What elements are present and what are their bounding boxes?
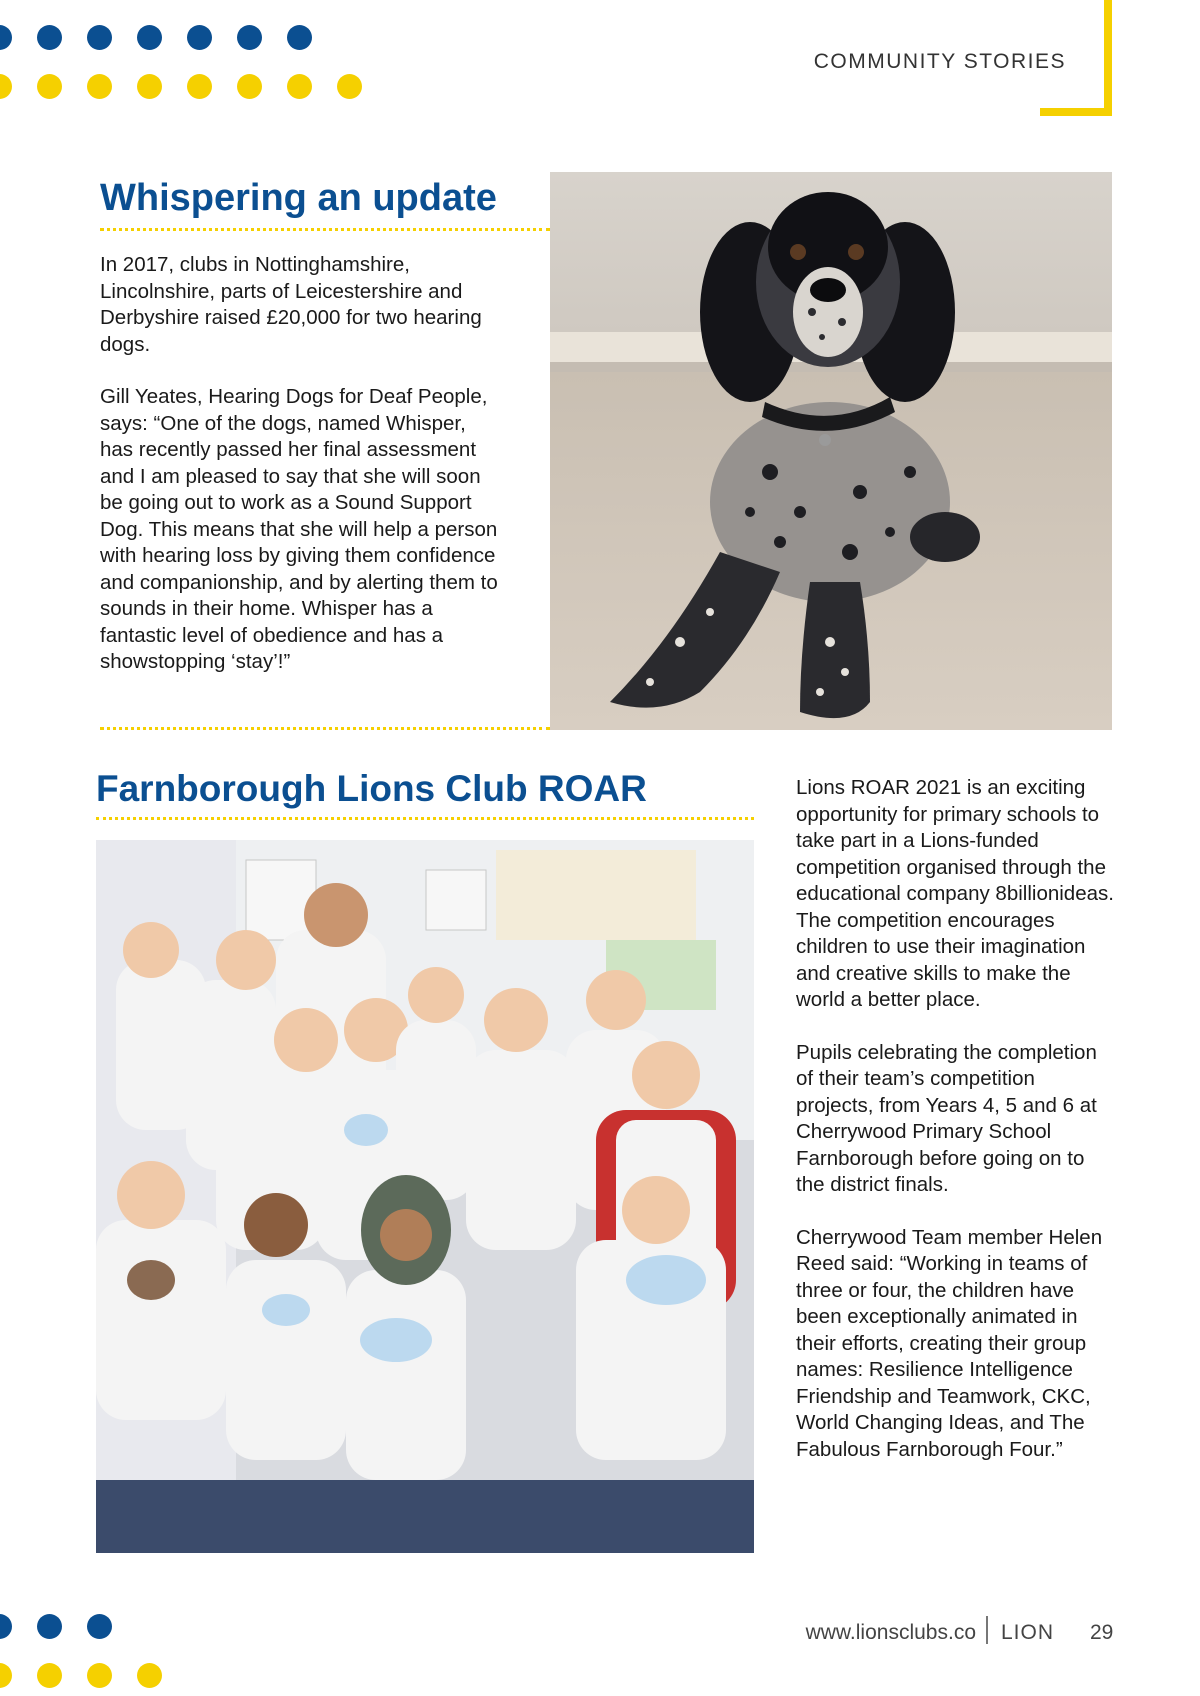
dot xyxy=(137,25,162,50)
article2-title: Farnborough Lions Club ROAR xyxy=(96,768,647,809)
dot xyxy=(37,1663,62,1688)
dot xyxy=(87,74,112,99)
dot xyxy=(87,25,112,50)
article1-paragraph: In 2017, clubs in Nottinghamshire, Lincolnshire, parts of Leicestershire and Derbyshire raised £20,000 for two hearing dogs. xyxy=(100,253,482,356)
article2-paragraph: Pupils celebrating the completion of their team’s competition projects, from Years 4, 5 and 6 at Cherrywood Primary School Farnborough before going on to the district finals. xyxy=(796,1040,1097,1196)
article1-paragraph: Gill Yeates, Hearing Dogs for Deaf People, says: “One of the dogs, named Whisper, has recently passed her final assessment and I am pleased to say that she will soon be going out to work as a Sound Support Dog. This means that she will help a person with hearing loss by giving them confidence and companionship, and by alerting them to sounds in their home. Whisper has a fantastic level of obedience and has a showstopping ‘stay’!” xyxy=(100,385,498,673)
bottom-blue-dots xyxy=(0,1614,112,1639)
spaniel-illustration xyxy=(550,172,1112,730)
dot xyxy=(87,1614,112,1639)
pupils-photo xyxy=(96,840,754,1553)
article1-body xyxy=(100,252,500,702)
article2-paragraph: Cherrywood Team member Helen Reed said: “Working in teams of three or four, the children have been exceptionally animated in their efforts, creating their group names: Resilience Intelligence Friendship and Teamwork, CKC, World Changing Ideas, and The Fabulous Farnborough Four.” xyxy=(796,1225,1103,1461)
top-blue-dots xyxy=(0,25,312,50)
dot xyxy=(237,25,262,50)
dot xyxy=(37,25,62,50)
article2-title-rule xyxy=(96,817,754,820)
dot xyxy=(0,1614,12,1639)
dot xyxy=(137,74,162,99)
dot xyxy=(287,74,312,99)
bottom-yellow-dots xyxy=(0,1663,162,1688)
footer-divider xyxy=(986,1616,988,1644)
article1-title: Whispering an update xyxy=(100,177,497,219)
dot xyxy=(237,74,262,99)
dot xyxy=(337,74,362,99)
footer-magazine-name: LION xyxy=(1001,1621,1055,1644)
dot xyxy=(137,1663,162,1688)
dot xyxy=(287,25,312,50)
pupils-illustration xyxy=(96,840,754,1553)
article2-body xyxy=(796,775,1118,1489)
article1-title-rule xyxy=(100,228,550,231)
footer-url: www.lionsclubs.co xyxy=(805,1621,976,1644)
page-number: 29 xyxy=(1090,1621,1114,1644)
dot xyxy=(0,74,12,99)
dog-photo xyxy=(550,172,1112,730)
top-yellow-dots xyxy=(0,74,362,99)
dot xyxy=(37,1614,62,1639)
section-label: COMMUNITY STORIES xyxy=(813,50,1066,73)
dot xyxy=(37,74,62,99)
dot xyxy=(87,1663,112,1688)
dot xyxy=(0,1663,12,1688)
dot xyxy=(187,25,212,50)
article2-paragraph: Lions ROAR 2021 is an exciting opportunity for primary schools to take part in a Lions-funded competition organised through the educational company 8billionideas. The competition encourages children to use their imagination and creative skills to make the world a better place. xyxy=(796,776,1114,1011)
article1-bottom-rule xyxy=(100,727,550,730)
dot xyxy=(0,25,12,50)
dot xyxy=(187,74,212,99)
